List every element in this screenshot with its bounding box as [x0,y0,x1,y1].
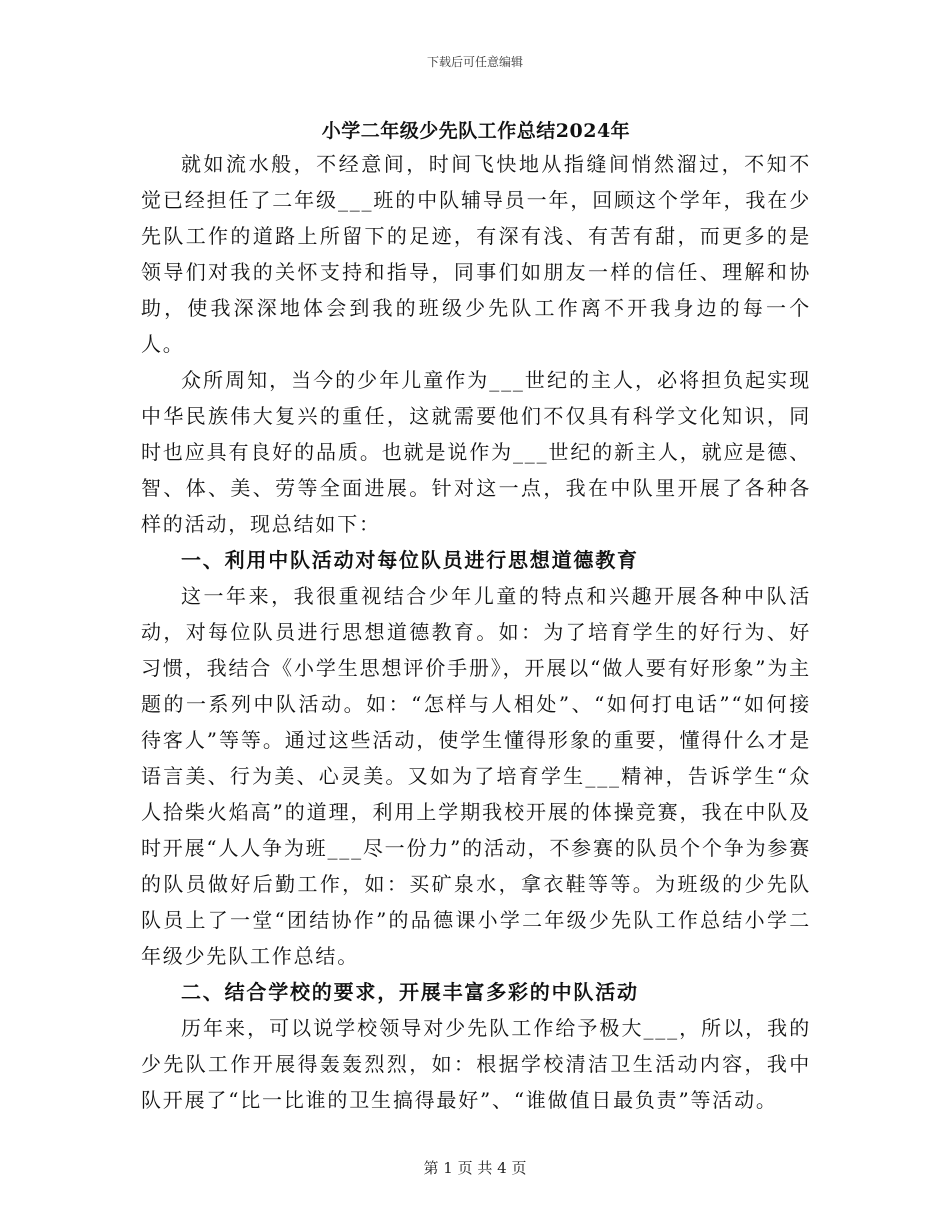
intro-paragraph-2: 众所周知，当今的少年儿童作为___世纪的主人，必将担负起实现中华民族伟大复兴的重任，这就需要他们不仅具有科学文化知识，同时也应具有良好的品质。也就是说作为___世纪的新主人，就应是德、智、体、美、劳等全面进展。针对这一点，我在中队里开展了各种各样的活动，现总结如下： [141,368,811,536]
section-1-heading: 一、利用中队活动对每位队员进行思想道德教育 [181,548,639,572]
page-footer-number: 第 1 页 共 4 页 [423,1159,527,1177]
section-2-paragraph: 历年来，可以说学校领导对少先队工作给予极大___，所以，我的少先队工作开展得轰轰烈烈，如：根据学校清洁卫生活动内容，我中队开展了“比一比谁的卫生搞得最好”、“谁做值日最负责”等活动。 [141,1016,811,1112]
section-2-heading: 二、结合学校的要求，开展丰富多彩的中队活动 [181,980,639,1004]
document-title: 小学二年级少先队工作总结2024年 [321,120,631,142]
section-1-paragraph: 这一年来，我很重视结合少年儿童的特点和兴趣开展各种中队活动，对每位队员进行思想道德教育。如：为了培育学生的好行为、好习惯，我结合《小学生思想评价手册》，开展以“做人要有好形象”为主题的一系列中队活动。如：“怎样与人相处”、“如何打电话”“如何接待客人”等等。通过这些活动，使学生懂得形象的重要，懂得什么才是语言美、行为美、心灵美。又如为了培育学生___精神，告诉学生“众人拾柴火焰高”的道理，利用上学期我校开展的体操竞赛，我在中队及时开展“人人争为班___尽一份力”的活动，不参赛的队员个个争为参赛的队员做好后勤工作，如：买矿泉水，拿衣鞋等等。为班级的少先队队员上了一堂“团结协作”的品德课小学二年级少先队工作总结小学二年级少先队工作总结。 [141,584,811,968]
intro-paragraph-1: 就如流水般，不经意间，时间飞快地从指缝间悄然溜过，不知不觉已经担任了二年级___班的中队辅导员一年，回顾这个学年，我在少先队工作的道路上所留下的足迹，有深有浅、有苦有甜，而更多的是领导们对我的关怀支持和指导，同事们如朋友一样的信任、理解和协助，使我深深地体会到我的班级少先队工作离不开我身边的每一个人。 [141,152,811,356]
page-header-note: 下载后可任意编辑 [426,55,523,69]
document-body [141,146,811,1118]
